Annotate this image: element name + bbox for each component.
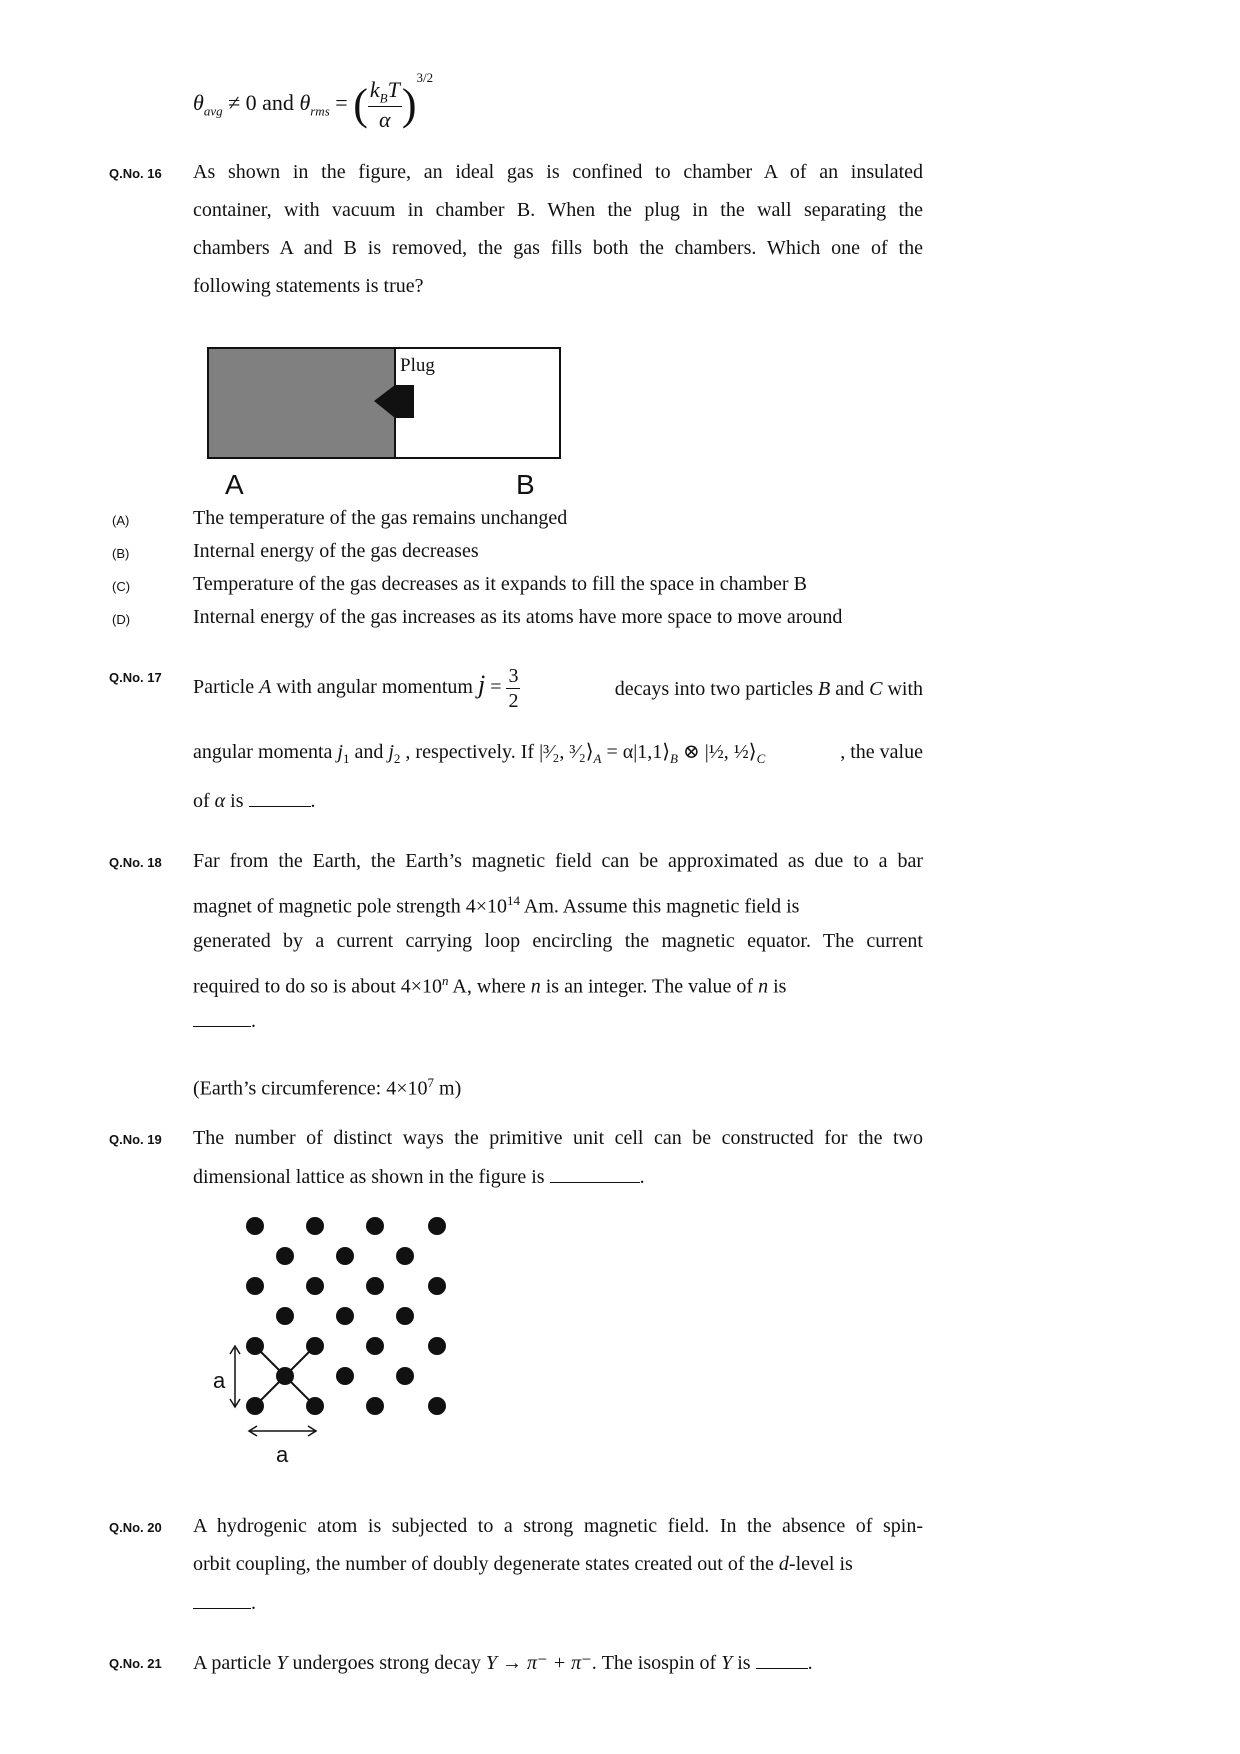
lattice-point (366, 1337, 384, 1355)
lattice-point (396, 1307, 414, 1325)
q16-option-b-text: Internal energy of the gas decreases (193, 540, 479, 562)
chamber-a-label: A (225, 469, 244, 500)
lattice-point (428, 1337, 446, 1355)
q19-line-2: dimensional lattice as shown in the figure is . (193, 1166, 645, 1188)
plug-label: Plug (400, 355, 435, 376)
q18-answer-blank[interactable] (193, 1010, 251, 1027)
lattice-point (428, 1217, 446, 1235)
q16-line-1: As shown in the figure, an ideal gas is confined to chamber A of an insulated (193, 161, 923, 183)
lattice-point (428, 1397, 446, 1415)
q16-option-a-label: (A) (112, 513, 130, 528)
q18-line-1: Far from the Earth, the Earth’s magnetic field can be approximated as due to a bar (193, 850, 923, 872)
lattice-point (366, 1217, 384, 1235)
q16-number: Q.No. 16 (109, 166, 162, 181)
q18-note: (Earth’s circumference: $4\times 10^7$ m) (193, 1075, 462, 1100)
q17-line-1: Particle A with angular momentum j = $\frac{3}{2}$ decays into two particles B and C with (193, 665, 923, 712)
q16-option-d-text: Internal energy of the gas increases as its atoms have more space to move around (193, 606, 843, 628)
lattice-point (428, 1277, 446, 1295)
q18-line-5: . (193, 1010, 256, 1031)
q19-answer-blank[interactable] (550, 1166, 640, 1183)
lattice-point (246, 1277, 264, 1295)
lattice-point (396, 1367, 414, 1385)
q19-line-1: The number of distinct ways the primitive unit cell can be constructed for the two (193, 1127, 923, 1149)
q16-option-b-label: (B) (112, 546, 130, 561)
q16-line-2: container, with vacuum in chamber B. When the plug in the wall separating the (193, 199, 923, 221)
lattice-point (366, 1397, 384, 1415)
chamber-a-gas (208, 348, 395, 458)
decay-equation: Y → π⁻ + π⁻ (485, 1652, 592, 1674)
q16-option-d-label: (D) (112, 612, 131, 627)
q18-number: Q.No. 18 (109, 855, 162, 870)
lattice-point (366, 1277, 384, 1295)
lattice-figure (205, 1210, 470, 1475)
q21-number: Q.No. 21 (109, 1656, 162, 1671)
lattice-point (396, 1247, 414, 1265)
q18-line-4: required to do so is about $4\times 10^n$ A, where n is an integer. The value of n is (193, 973, 787, 998)
q16-option-c-label: (C) (112, 579, 131, 594)
lattice-point (336, 1247, 354, 1265)
lattice-point (276, 1307, 294, 1325)
three-halves-fraction: $\frac{3}{2}$ (508, 665, 519, 712)
q20-line-1: A hydrogenic atom is subjected to a strong magnetic field. In the absence of spin- (193, 1515, 923, 1537)
q20-answer-blank[interactable] (193, 1592, 251, 1609)
q21-line-1: A particle Y undergoes strong decay Y → π⁻ + π⁻. The isospin of Y is . (193, 1652, 813, 1674)
lattice-point (336, 1367, 354, 1385)
chamber-figure (200, 340, 570, 500)
q21-answer-blank[interactable] (756, 1652, 808, 1669)
q20-line-3: . (193, 1592, 256, 1613)
lattice-point (246, 1217, 264, 1235)
q16-option-c-text: Temperature of the gas decreases as it expands to fill the space in chamber B (193, 573, 807, 595)
lattice-point (306, 1217, 324, 1235)
q16-line-3: chambers A and B is removed, the gas fills both the chambers. Which one of the (193, 237, 923, 259)
q20-number: Q.No. 20 (109, 1520, 162, 1535)
q16-option-a-text: The temperature of the gas remains unchanged (193, 507, 568, 529)
chamber-b-label: B (516, 469, 535, 500)
q17-answer-blank[interactable] (249, 790, 311, 807)
q17-line-2: angular momenta $j_1$ and $j_2$ , respectively. If |³⁄₂, $^3⁄_2⟩_A$ = $\alpha|1,1⟩_B$ ⊗ |½, $\frac{1}{2}⟩_C$ , the value (193, 741, 923, 766)
q19-number: Q.No. 19 (109, 1132, 162, 1147)
lattice-point (306, 1277, 324, 1295)
lattice-point (336, 1307, 354, 1325)
ket-a: |³⁄₂, ³⁄₂⟩ (539, 741, 594, 763)
q17-number: Q.No. 17 (109, 670, 162, 685)
q20-line-2: orbit coupling, the number of doubly degenerate states created out of the d-level is (193, 1553, 853, 1575)
kbt-over-alpha: $\frac{k_BT}{\alpha}$ (369, 76, 400, 133)
top-formula: $\theta_{avg} \ne 0$ and $\theta_{rms}$ = ( $\frac{k_BT}{\alpha}$ )$^{3/2}$ (193, 70, 434, 133)
horizontal-dimension-label: a (276, 1442, 289, 1467)
q16-line-4: following statements is true? (193, 275, 424, 297)
q18-line-3: generated by a current carrying loop encircling the magnetic equator. The current (193, 930, 923, 952)
q17-line-3: of α is . (193, 790, 316, 812)
lattice-point (276, 1247, 294, 1265)
q18-line-2: magnet of magnetic pole strength $4\times 10^{14}$ Am. Assume this magnetic field is (193, 893, 800, 918)
vertical-dimension-label: a (213, 1368, 226, 1393)
